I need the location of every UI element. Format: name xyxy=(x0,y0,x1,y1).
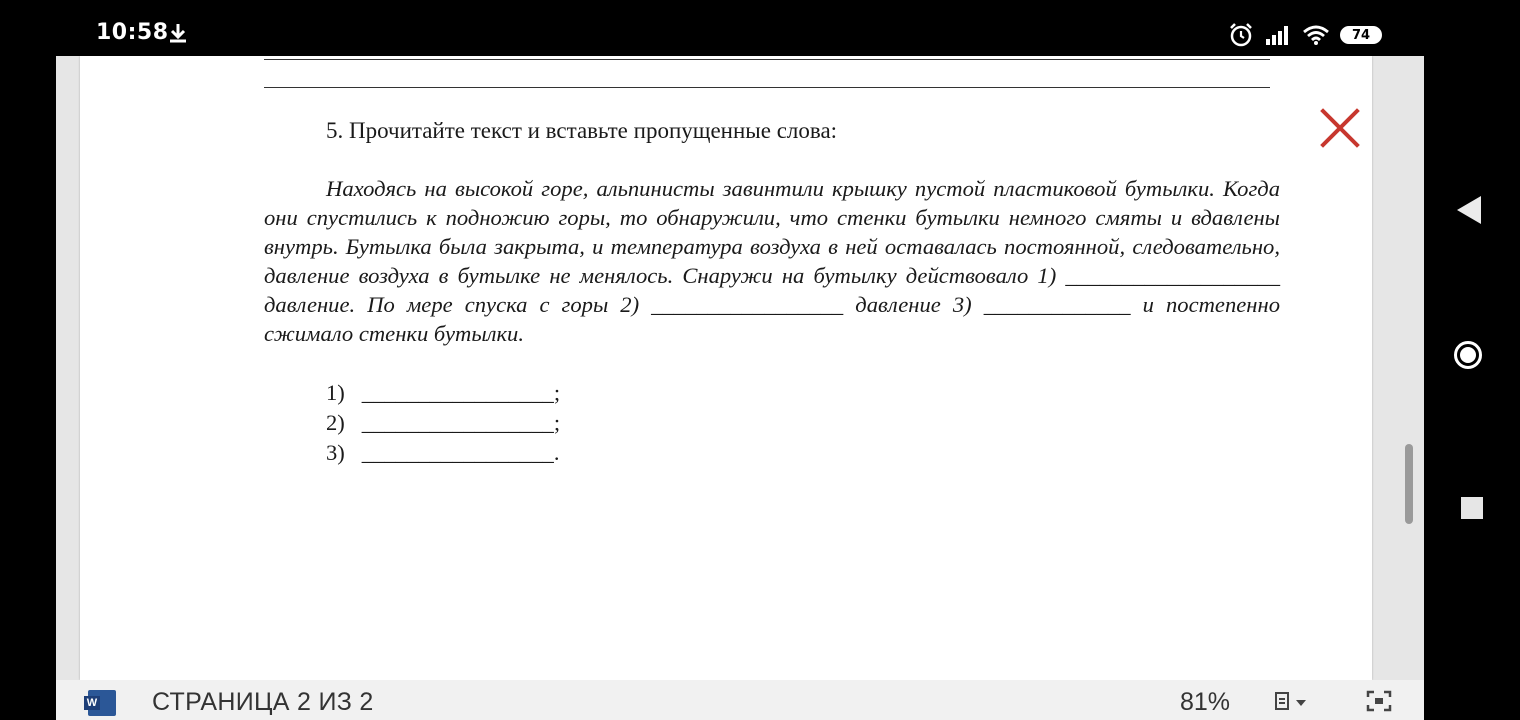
battery-indicator xyxy=(1340,26,1382,44)
answer-list xyxy=(326,378,560,468)
navigation-bar xyxy=(1424,56,1520,720)
zoom-level[interactable]: 81% xyxy=(1180,688,1231,716)
view-mode-icon[interactable] xyxy=(1275,692,1289,710)
battery-level: 74 xyxy=(1351,27,1371,43)
download-icon xyxy=(168,22,188,44)
document-page[interactable] xyxy=(80,56,1372,680)
scrollbar[interactable] xyxy=(1405,444,1413,524)
bottom-bar xyxy=(56,680,1424,720)
close-icon[interactable] xyxy=(1320,108,1360,148)
question-title: 5. Прочитайте текст и вставьте пропущенные слова: xyxy=(326,118,838,143)
question-paragraph: Находясь на высокой горе, альпинисты завинтили крышку пустой пластиковой бутылки. Когда они спустились к подножию горы, то обнаружили, что стенки бутылки немного смяты и вдавлены внутрь. Бутылка была закрыта, и температура воздуха в ней оставалась постоянной, следовательно, давление воздуха в бутылке не менялось. Снаружи на бутылку действовало 1) ___________________ давление. По мере спуска с горы 2) _________________ давление 3) _____________ и постепенно сжимало стенки бутылки. xyxy=(264,176,1280,346)
answer-item: 3) _________________. xyxy=(326,440,560,465)
wifi-icon xyxy=(1302,24,1330,46)
alarm-icon xyxy=(1228,22,1254,48)
answer-line xyxy=(264,59,1270,60)
fit-screen-icon[interactable] xyxy=(1366,690,1392,712)
status-bar xyxy=(0,0,1520,56)
signal-icon xyxy=(1264,24,1292,46)
recents-icon[interactable] xyxy=(1461,497,1483,519)
status-time: 10:58 xyxy=(96,20,169,45)
page-indicator: СТРАНИЦА 2 ИЗ 2 xyxy=(152,688,374,716)
answer-line xyxy=(264,87,1270,88)
back-icon[interactable] xyxy=(1457,196,1481,224)
word-app-icon: W xyxy=(88,690,116,716)
answer-item: 2) _________________; xyxy=(326,410,561,435)
answer-item: 1) _________________; xyxy=(326,380,561,405)
chevron-down-icon[interactable] xyxy=(1296,700,1306,706)
document-viewer xyxy=(56,56,1424,720)
status-icons xyxy=(1228,22,1382,48)
home-icon[interactable] xyxy=(1454,341,1482,369)
